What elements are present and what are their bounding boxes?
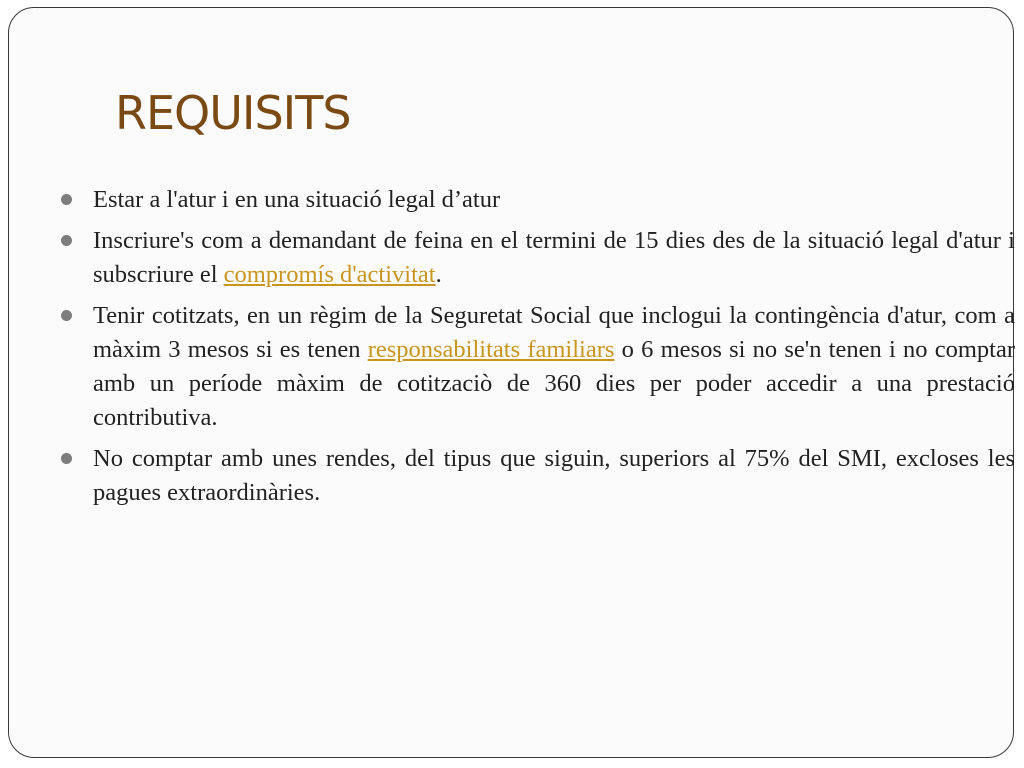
bullet-text: Estar a l'atur i en una situació legal d’atur: [93, 186, 501, 213]
link-responsabilitats-familiars[interactable]: responsabilitats familiars: [367, 336, 615, 363]
bullet-text: Inscriure's com a demandant de feina en el termini de 15 dies des de la situació legal d'atur i subscriure el: [93, 227, 1015, 288]
bullet-item: [59, 299, 1015, 435]
bullet-text: Tenir cotitzats, en un règim de la Seguretat Social que inclogui la contingència d'atur, com a màxim 3 mesos si es tenen: [93, 302, 1015, 363]
bullet-text: o 6 mesos si no se'n tenen i no comptar amb un període màxim de cotitzaciò de 360 dies per poder accedir a una prestació contributiva.: [93, 336, 1015, 431]
bullet-item: [59, 224, 1015, 292]
bullet-text: No comptar amb unes rendes, del tipus que siguin, superiors al 75% del SMI, excloses les pagues extraordinàries.: [93, 445, 1015, 506]
bullet-dot-icon: [61, 194, 72, 205]
bullet-dot-icon: [61, 310, 72, 321]
bullet-list: [59, 183, 1015, 517]
bullet-text: .: [435, 261, 442, 288]
slide-title: REQUISITS: [115, 86, 351, 140]
bullet-dot-icon: [61, 235, 72, 246]
bullet-item: [59, 442, 1015, 510]
bullet-dot-icon: [61, 453, 72, 464]
bullet-item: [59, 183, 1015, 217]
link-compromis-activitat[interactable]: compromís d'activitat: [223, 261, 436, 288]
slide-frame: [8, 7, 1014, 758]
